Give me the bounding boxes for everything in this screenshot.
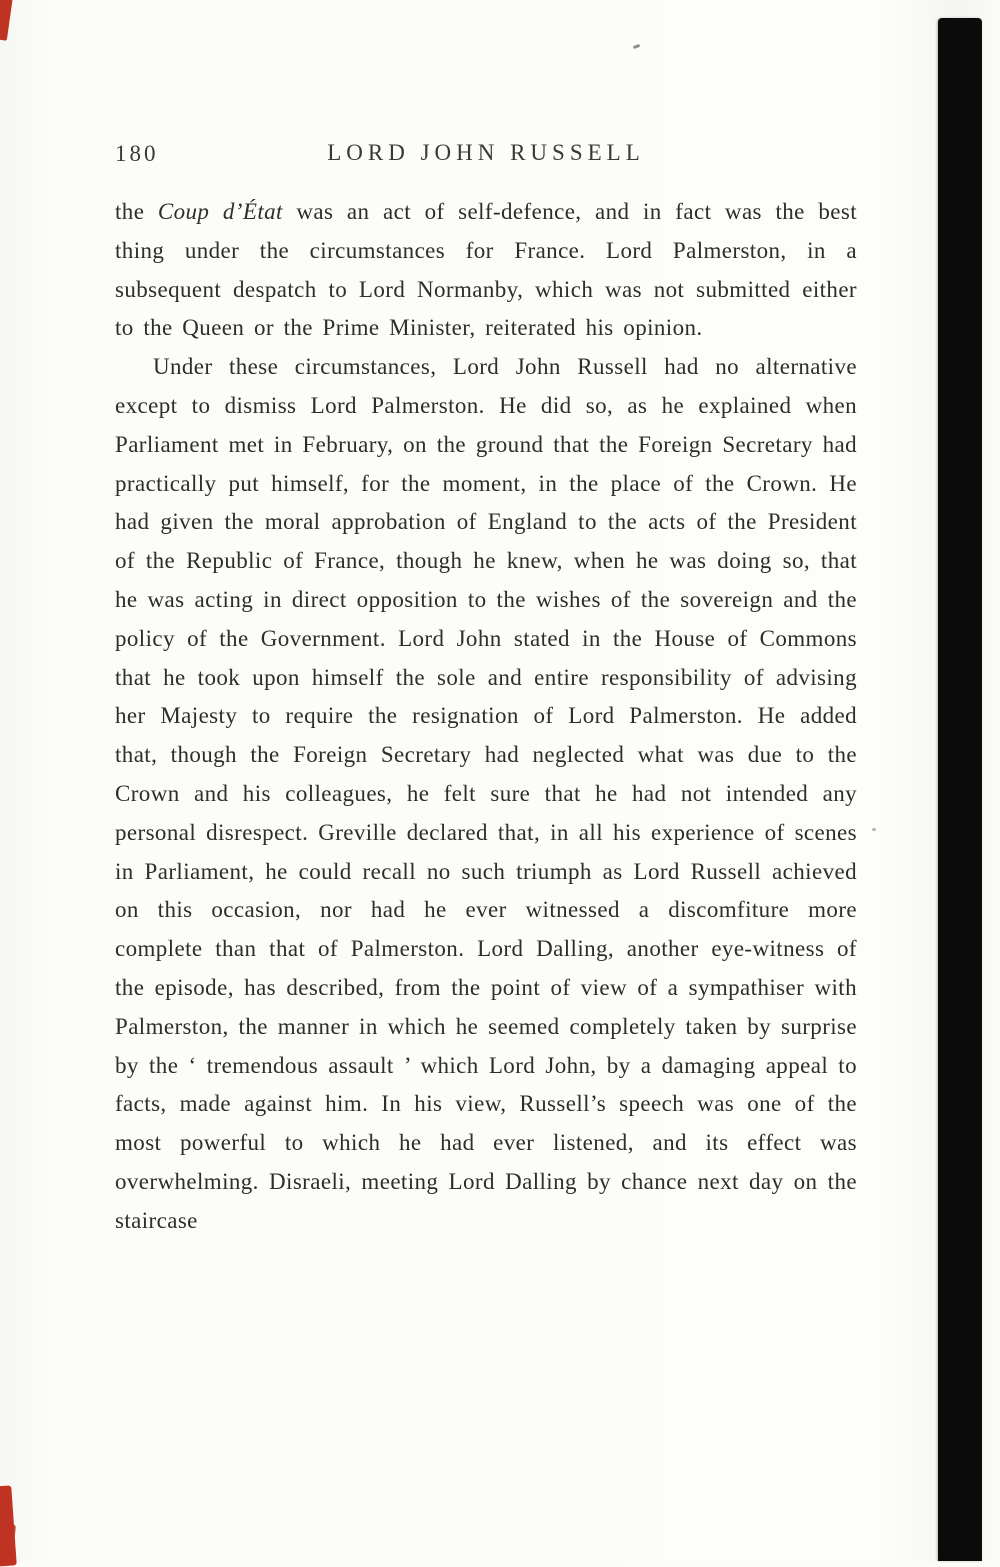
scan-speck <box>633 44 641 49</box>
scan-binding-edge <box>938 18 982 1561</box>
paragraph <box>115 193 857 348</box>
page-header <box>115 138 857 170</box>
italic-text-segment: Coup d’État <box>157 199 283 224</box>
paragraph <box>115 348 857 1240</box>
page-number: 180 <box>115 141 159 166</box>
text-segment: was an act of self-defence, and in fact was the best thing under the circumstances for France. Lord Palmerston, in a subsequent despatch to Lord Normanby, which was not submitted either to the Queen or the Prime Minister, reiterated his opinion. <box>115 199 858 341</box>
page-body <box>115 193 857 1241</box>
running-head: LORD JOHN RUSSELL <box>327 140 645 165</box>
text-segment: Under these circumstances, Lord John Russell had no alternative except to dismiss Lord Palmerston. He did so, as he explained when Parliament met in February, on the ground that the Foreign Secretary had practically put himself, for the moment, in the place of the Crown. He had given the moral approbation of England to the acts of the President of the Republic of France, though he knew, when he was doing so, that he was acting in direct opposition to the wishes of the sovereign and the policy of the Government. Lord John stated in the House of Commons that he took upon himself the sole and entire responsibility of advising her Majesty to require the resignation of Lord Palmerston. He added that, though the Foreign Secretary had neglected what was due to the Crown and his colleagues, he felt sure that he had not intended any personal disrespect. Greville declared that, in all his experience of scenes in Parliament, he could recall no such triumph as Lord Russell achieved on this occasion, nor had he ever witnessed a discomfiture more complete than that of Palmerston. Lord Dalling, another eye-witness of the episode, has described, from the point of view of a sympathiser with Palmerston, the manner in which he seemed completely taken by surprise by the ‘ tremendous assault ’ which Lord John, by a damaging appeal to facts, made against him. In his view, Russell’s speech was one of the most powerful to which he had ever listened, and its effect was overwhelming. Disraeli, meeting Lord Dalling by chance next day on the staircase <box>115 354 857 1233</box>
text-segment: the <box>115 199 158 224</box>
scan-speck-small <box>872 828 876 831</box>
red-ink-mark-top-left <box>0 0 13 41</box>
